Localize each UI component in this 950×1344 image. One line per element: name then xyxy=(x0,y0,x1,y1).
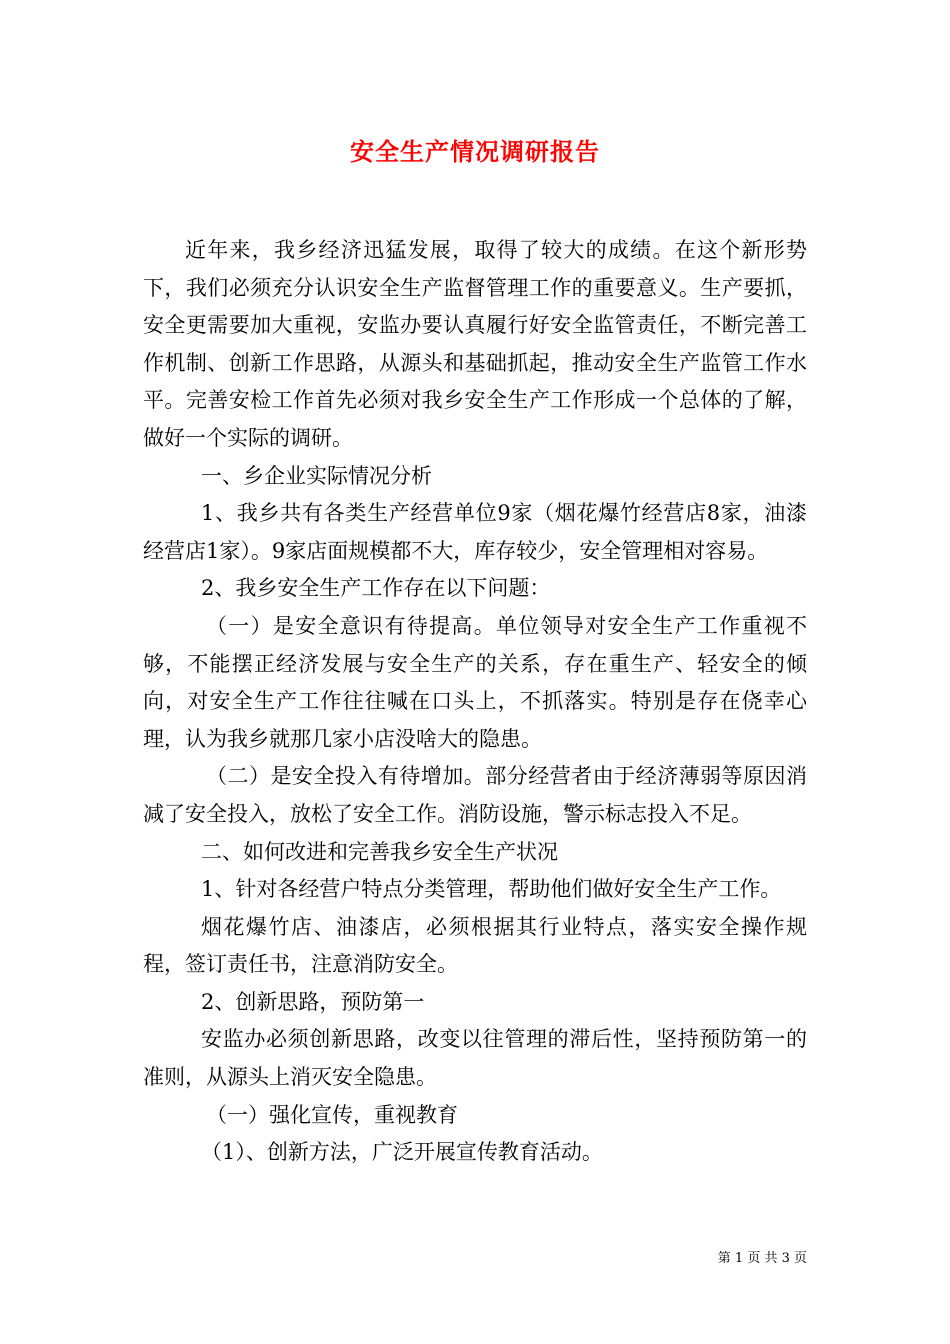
paragraph-issue-2: （二）是安全投入有待增加。部分经营者由于经济薄弱等原因消减了安全投入，放松了安全工作。消防设施，警示标志投入不足。 xyxy=(143,764,807,826)
paragraph-intro: 近年来，我乡经济迅猛发展，取得了较大的成绩。在这个新形势下，我们必须充分认识安全生产监督管理工作的重要意义。生产要抓，安全更需要加大重视，安监办要认真履行好安全监管责任，不断完善工作机制、创新工作思路，从源头和基础抓起，推动安全生产监管工作水平。完善安检工作首先必须对我乡安全生产工作形成一个总体的了解，做好一个实际的调研。 xyxy=(143,238,807,450)
paragraph-subheading-1: （一）强化宣传，重视教育 xyxy=(206,1102,458,1127)
paragraph-measure-1-detail: 烟花爆竹店、油漆店，必须根据其行业特点，落实安全操作规程，签订责任书，注意消防安全。 xyxy=(143,914,807,977)
page-number: 第 1 页 共 3 页 xyxy=(717,1251,807,1266)
paragraph-item-1: 1、我乡共有各类生产经营单位9家（烟花爆竹经营店8家，油漆经营店1家）。9家店面规模都不大，库存较少，安全管理相对容易。 xyxy=(143,501,807,563)
section-heading-2: 二、如何改进和完善我乡安全生产状况 xyxy=(201,839,558,864)
paragraph-item-2: 2、我乡安全生产工作存在以下问题： xyxy=(201,576,551,601)
paragraph-measure-2: 2、创新思路，预防第一 xyxy=(201,989,425,1014)
section-heading-1: 一、乡企业实际情况分析 xyxy=(201,463,432,488)
paragraph-issue-1: （一）是安全意识有待提高。单位领导对安全生产工作重视不够，不能摆正经济发展与安全生产的关系，存在重生产、轻安全的倾向，对安全生产工作往往喊在口头上，不抓落实。特别是存在侥幸心理，认为我乡就那几家小店没啥大的隐患。 xyxy=(143,613,807,751)
paragraph-measure-2-detail: 安监办必须创新思路，改变以往管理的滞后性，坚持预防第一的准则，从源头上消灭安全隐患。 xyxy=(143,1027,807,1090)
paragraph-measure-1: 1、针对各经营户特点分类管理，帮助他们做好安全生产工作。 xyxy=(201,877,782,902)
document-body xyxy=(143,232,807,1172)
document-title: 安全生产情况调研报告 xyxy=(350,137,600,166)
paragraph-subitem-1: （1）、创新方法，广泛开展宣传教育活动。 xyxy=(201,1140,603,1165)
